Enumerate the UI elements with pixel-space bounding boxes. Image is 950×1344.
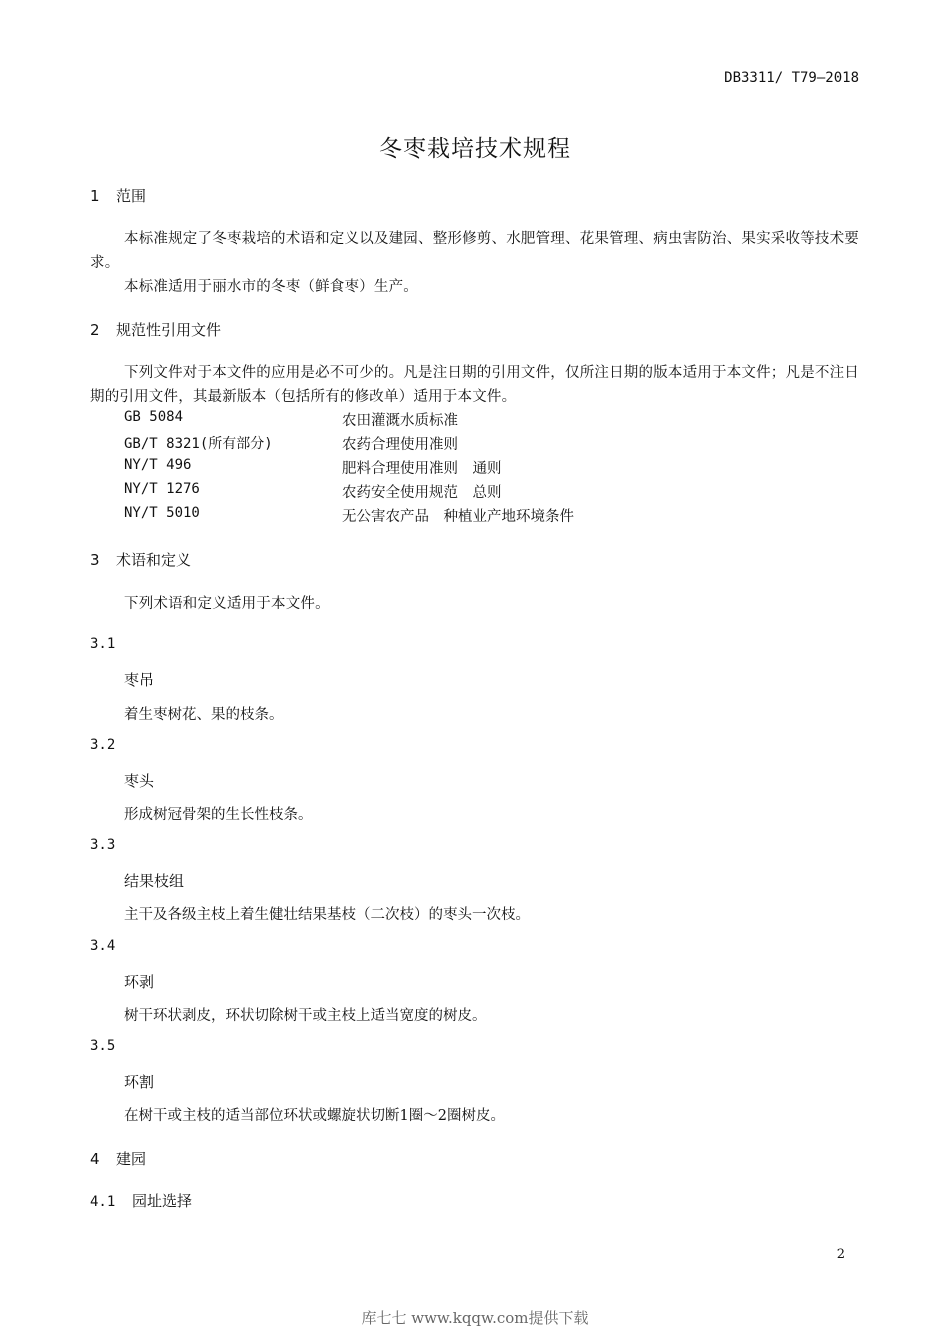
term-number: 3.3	[90, 837, 116, 853]
reference-name: 农田灌溉水质标准	[342, 413, 458, 429]
term-number: 3.4	[90, 938, 116, 954]
section-number: 1	[90, 187, 100, 205]
term-number: 3.2	[90, 737, 116, 753]
reference-code: GB/T 8321(所有部分)	[124, 436, 273, 452]
section-title: 建园	[116, 1150, 147, 1168]
section-title: 规范性引用文件	[116, 321, 222, 339]
page-number: 2	[836, 1247, 845, 1262]
reference-name: 农药合理使用准则	[342, 437, 458, 453]
section-1-heading	[90, 185, 146, 206]
document-code: DB3311/ T79—2018	[724, 70, 859, 86]
section-number: 3	[90, 551, 100, 569]
reference-row	[0, 433, 950, 453]
reference-name: 无公害农产品 种植业产地环境条件	[342, 509, 574, 525]
normative-intro: 下列文件对于本文件的应用是必不可少的。凡是注日期的引用文件，仅所注日期的版本适用于本文件；凡是不注日期的引用文件，其最新版本（包括所有的修改单）适用于本文件。	[90, 365, 859, 405]
reference-row	[0, 505, 950, 525]
section-4-1-heading	[90, 1190, 192, 1211]
reference-code: NY/T 1276	[124, 481, 200, 497]
reference-row	[0, 409, 950, 429]
section-number: 2	[90, 321, 100, 339]
term-definition: 着生枣树花、果的枝条。	[124, 707, 284, 723]
term-definition: 在树干或主枝的适当部位环状或螺旋状切断1圈～2圈树皮。	[124, 1108, 505, 1124]
section-3-heading	[90, 549, 191, 570]
section-2-heading	[90, 319, 221, 340]
term-definition: 主干及各级主枝上着生健壮结果基枝（二次枝）的枣头一次枝。	[124, 907, 530, 923]
terms-intro: 下列术语和定义适用于本文件。	[124, 596, 330, 612]
reference-code: GB 5084	[124, 409, 184, 425]
section-number: 4.1	[90, 1194, 116, 1210]
section-title: 术语和定义	[116, 551, 192, 569]
section-number: 4	[90, 1150, 100, 1168]
term-name: 枣吊	[124, 671, 155, 689]
term-number: 3.5	[90, 1038, 116, 1054]
reference-row	[0, 457, 950, 477]
section-title: 园址选择	[132, 1192, 193, 1210]
section-4-heading	[90, 1148, 146, 1169]
reference-name: 农药安全使用规范 总则	[342, 485, 502, 501]
term-definition: 树干环状剥皮，环状切除树干或主枝上适当宽度的树皮。	[124, 1008, 487, 1024]
reference-name: 肥料合理使用准则 通则	[342, 461, 502, 477]
download-footer: 库七七 www.kqqw.com提供下载	[361, 1309, 589, 1327]
term-definition: 形成树冠骨架的生长性枝条。	[124, 807, 313, 823]
term-name: 结果枝组	[124, 872, 185, 890]
term-number: 3.1	[90, 636, 116, 652]
reference-row	[0, 481, 950, 501]
reference-code: NY/T 5010	[124, 505, 200, 521]
document-title: 冬枣栽培技术规程	[379, 136, 571, 162]
scope-paragraph-1: 本标准规定了冬枣栽培的术语和定义以及建园、整形修剪、水肥管理、花果管理、病虫害防治、果实采收等技术要求。	[90, 231, 859, 271]
section-title: 范围	[116, 187, 147, 205]
term-name: 枣头	[124, 772, 155, 790]
reference-code: NY/T 496	[124, 457, 192, 473]
scope-paragraph-2: 本标准适用于丽水市的冬枣（鲜食枣）生产。	[124, 279, 418, 295]
term-name: 环割	[124, 1073, 155, 1091]
term-name: 环剥	[124, 973, 155, 991]
